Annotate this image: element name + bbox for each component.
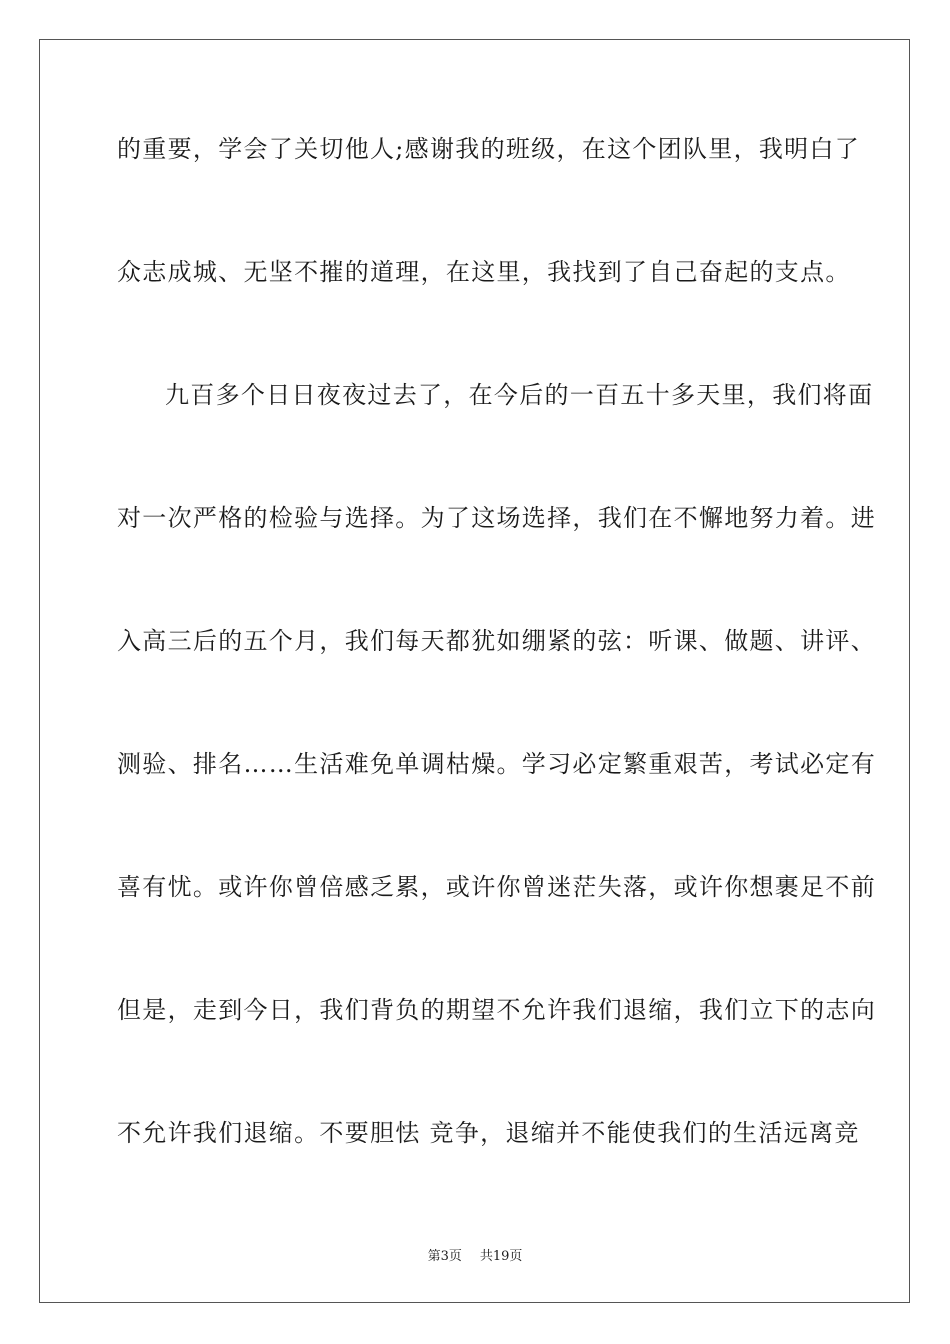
page-number: 第3页: [427, 1249, 462, 1264]
text-line: 但是，走到今日，我们背负的期望不允许我们退缩，我们立下的志向: [117, 996, 876, 1024]
text-line: 喜有忧。或许你曾倍感乏累，或许你曾迷茫失落，或许你想裹足不前: [117, 873, 876, 901]
page-footer: [0, 1248, 950, 1266]
text-line: 入高三后的五个月，我们每天都犹如绷紧的弦：听课、做题、讲评、: [117, 627, 876, 655]
text-line: 不允许我们退缩。不要胆怯 竞争，退缩并不能使我们的生活远离竞: [117, 1119, 860, 1147]
paragraph-first-line: 九百多个日日夜夜过去了，在今后的一百五十多天里，我们将面: [165, 381, 874, 409]
text-line: 的重要，学会了关切他人;感谢我的班级，在这个团队里，我明白了: [117, 135, 861, 163]
text-line: 众志成城、无坚不摧的道理，在这里，我找到了自己奋起的支点。: [117, 258, 851, 286]
page-total: 共19页: [479, 1249, 523, 1264]
text-line: 对一次严格的检验与选择。为了这场选择，我们在不懈地努力着。进: [117, 504, 876, 532]
text-line: 测验、排名……生活难免单调枯燥。学习必定繁重艰苦，考试必定有: [117, 750, 876, 778]
page-frame: [39, 39, 910, 1303]
